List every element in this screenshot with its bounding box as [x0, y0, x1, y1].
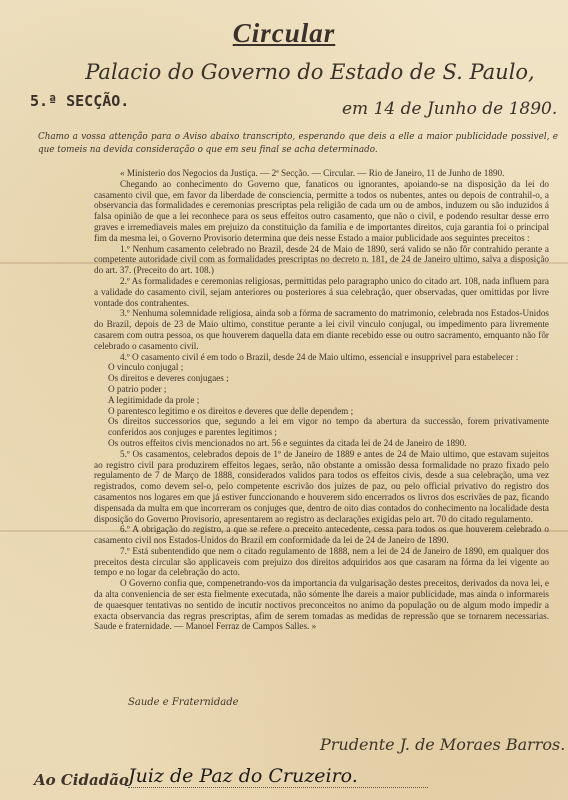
addressee-label: Ao Cidadão: [34, 771, 129, 789]
body-paragraph: 3.º Nenhuma solemnidade religiosa, ainda sob a fórma de sacramento do matrimonio, celebrada nos Estados-Unidos do Brazil, depois de 23 de Maio ultimo, constitue perante a lei civil vinculo conjugal, ou impedimento para livremente casarem com outra pessoa, os que houverem daquella data em diante recebido esse ou outro sacramento, emquanto não fôr celebrado o casamento civil.: [94, 308, 549, 351]
body-paragraph: 2.º As formalidades e ceremonias religiosas, permittidas pelo paragrapho unico do citado art. 108, nada influem para a validade do casamento civil, sejam anteriores ou posteriores á sua celebração, quer observadas, quer omittidas por livre vontade dos contrahentes.: [94, 275, 549, 308]
intro-paragraph: Chamo a vossa attenção para o Aviso abaixo transcripto, esperando que deis a elle a maior publicidade possivel, e que tomeis na devida consideração o que em seu final se acha determinado.: [38, 132, 558, 155]
body-paragraph: 1.º Nenhum casamento celebrado no Brazil, desde 24 de Maio de 1890, será valido se não fôr contrahido perante a competente autoridade civil com as formalidades prescriptas no decreto n. 181, de 24 de Janeiro ultimo, salva a disposição do art. 37. (Preceito do art. 108.): [94, 243, 549, 276]
body-paragraph: « Ministerio dos Negocios da Justiça. — 2ª Secção. — Circular. — Rio de Janeiro, 11 de Junho de 1890.: [120, 168, 505, 178]
list-item: A legitimidade da prole ;: [108, 394, 200, 405]
document-subtitle: Palacio do Governo do Estado de S. Paulo,: [85, 60, 535, 84]
signature: Prudente J. de Moraes Barros.: [320, 735, 566, 754]
body-paragraph: 4.º O casamento civil é em todo o Brazil, desde 24 de Maio ultimo, essencial e insupprivel para estabelecer :: [120, 351, 519, 362]
list-item: Os outros effeitos civis mencionados no art. 56 e seguintes da citada lei de 24 de Janeiro de 1890.: [108, 437, 467, 448]
list-item: O vinculo conjugal ;: [108, 362, 184, 373]
list-item: Os direitos e deveres conjugaes ;: [108, 373, 229, 384]
handwritten-addressee: Juiz de Paz do Cruzeiro.: [128, 765, 428, 788]
closing-greeting: Saude e Fraternidade: [128, 697, 239, 708]
list-item: O parentesco legitimo e os direitos e deveres que delle dependem ;: [108, 405, 354, 416]
list-item: O patrio poder ;: [108, 383, 167, 394]
document-body: [94, 168, 549, 632]
list-item: Os direitos successorios que, segundo a lei em vigor no tempo da abertura da successão, forem privativamente conferidos aos conjuges e parentes legitimos ;: [108, 416, 549, 438]
body-paragraph: Chegando ao conhecimento do Governo que, fanaticos ou ignorantes, apoiando-se na disposição da lei do casamento civil que, em favor da liberdade de consciencia, permitte a todos os nubentes, antes ou depois de contrahil-o, a observancia das formalidades e ceremonias prescriptas pela religião de cada um ou de ambos, induzem ou são induzidos á falsa opinião de que a lei reconhece para os seus effeitos outro casamento, que não o civil, e podendo resultar desse erro graves e irremediaveis males em prejuizo da constituição da familia e de importantes direitos, cuja garantia foi o principal fim da mesma lei, o Governo Provisorio determina que deis nesse Estado a maior publicidade aos seguintes preceitos :: [94, 178, 549, 243]
body-paragraph: O Governo confia que, compenetrando-vos da importancia da vulgarisação destes preceitos, derivados da nova lei, e da alta conveniencia de ser esta fielmente executada, não sómente lhe dareis a maior publicidade, mas ainda o informareis de quaesquer tentativas no sentido de incutir noctivos preconceitos no animo da população ou de algum modo impedir a exacta observancia das regras prescriptas, afim de serem tomadas as medidas de repressão que se tornarem necessarias. Saude e fraternidade. — Manoel Ferraz de Campos Salles. »: [94, 578, 549, 632]
body-paragraph: 5.º Os casamentos, celebrados depois de 1º de Janeiro de 1889 e antes de 24 de Maio ultimo, que estavam sujeitos ao registro civil para produzirem effeitos legaes, serão, não obstante a omissão dessa formalidade no prazo fixado pelo regulamento de 7 de Março de 1888, considerados validos para todos os effeitos civis, desde a sua celebração, uma vez registrados, como devem sel-o, pelo competente escrivão dos juizes de paz, ou pelo official privativo do registro dos casamentos nos logares em que já estiver funccionando e houverem sido encerrados os livros dos escrivães de paz, ficando dispensada da multa em que incorreram os conjuges que, dentro de oito dias contados do conhecimento na localidade desta disposição do Governo Provisorio, apresentarem ao registro as declarações exigidas pelo art. 70 do citado regulamento.: [94, 448, 549, 524]
section-label: 5.ª SECÇÃO.: [30, 92, 130, 110]
body-paragraph: 6.º A obrigação do registro, a que se refere o preceito antecedente, cessa para todos os que houverem celebrado o casamento civil nos Estados-Unidos do Brazil em conformidade da lei de 24 de Janeiro de 1890.: [94, 524, 549, 546]
body-paragraph: 7.º Está subentendido que nem o citado regulamento de 1888, nem a lei de 24 de Janeiro de 1890, em qualquer dos preceitos desta circular são applicaveis com prejuizo dos direitos adquiridos aos que casaram na fórma da lei vigente ao tempo e no logar da celebração do acto.: [94, 545, 549, 578]
document-date: em 14 de Junho de 1890.: [342, 99, 558, 119]
document-title: Circular: [232, 18, 336, 48]
